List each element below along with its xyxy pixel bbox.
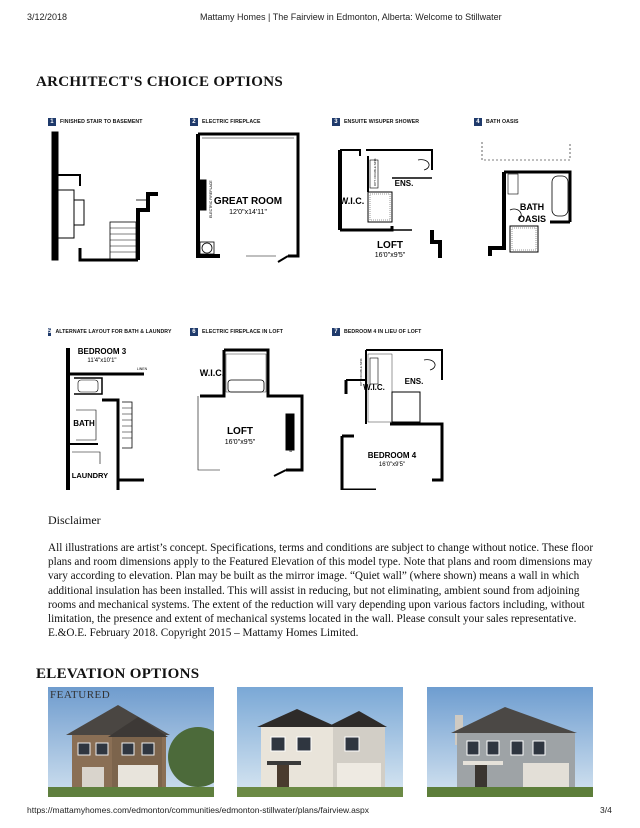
page-header-title: Mattamy Homes | The Fairview in Edmonton, Alberta: Welcome to Stillwater xyxy=(200,12,502,22)
room-label: BEDROOM 4 xyxy=(367,451,417,460)
room-label: W.I.C. xyxy=(339,196,365,206)
fixture-label: LINEN xyxy=(136,367,148,371)
room-dimension: 16'0"x9'5" xyxy=(378,462,406,468)
print-date: 3/12/2018 xyxy=(27,12,68,22)
room-label: GREAT ROOM xyxy=(213,196,283,207)
floor-plan-drawing xyxy=(48,340,168,490)
option-number-badge: 3 xyxy=(332,118,340,126)
plan-caption: 1 FINISHED STAIR TO BASEMENT xyxy=(48,118,168,126)
plan-caption: 2 ELECTRIC FIREPLACE xyxy=(190,118,310,126)
plan-option-4 xyxy=(474,118,594,264)
room-label: LOFT xyxy=(226,426,254,437)
elevation-image-featured[interactable] xyxy=(48,687,214,797)
elevation-image-3[interactable] xyxy=(427,687,593,797)
room-label: LOFT xyxy=(376,240,404,251)
floor-plan-drawing xyxy=(48,130,168,264)
fixture-label: OPT. DOUBLE SINK xyxy=(373,158,377,186)
floor-plan-drawing xyxy=(474,130,594,264)
room-label: OASIS xyxy=(517,214,547,224)
plan-option-1 xyxy=(48,118,168,264)
plan-option-2 xyxy=(190,118,310,264)
plan-caption: 5 ALTERNATE LAYOUT FOR BATH & LAUNDRY xyxy=(48,329,172,335)
room-dimension: 16'0"x9'5" xyxy=(374,252,406,259)
elevation-image-2[interactable] xyxy=(237,687,403,797)
architect-options-title: ARCHITECT'S CHOICE OPTIONS xyxy=(36,74,284,90)
floor-plan-drawing xyxy=(332,340,452,490)
page-number: 3/4 xyxy=(600,805,612,815)
plan-option-5 xyxy=(48,328,172,490)
option-number-badge: 5 xyxy=(48,329,52,335)
room-label: LAUNDRY xyxy=(71,471,109,480)
plan-caption: 6 ELECTRIC FIREPLACE IN LOFT xyxy=(190,328,310,336)
option-number-badge: 6 xyxy=(190,328,198,336)
plan-caption: 7 BEDROOM 4 IN LIEU OF LOFT xyxy=(332,328,452,336)
room-label: W.I.C. xyxy=(363,383,385,392)
disclaimer-text: All illustrations are artist’s concept. Specifications, terms and conditions are subject to change without notice. These floor plans and room dimensions apply to the Featured Elevation of this model type. Note that plans and room dimensions may vary according to elevation. Plan may be built as the mirror image. “Quiet wall” (where shown) means a wall in which additional insulation has been installed. This will assist in reducing, but not eliminating, ambient sound from adjoining rooms and mechanical systems. The extent of the reduction will vary depending upon various factors including, without limitation, the presence and extent of mechanical systems located in the wall. Please consult your sales representative. E.&O.E. February 2018. Copyright 2015 – Mattamy Homes Limited. xyxy=(48,542,594,640)
floor-plan-drawing xyxy=(332,130,452,264)
room-dimension: 16'0"x9'5" xyxy=(224,439,256,446)
fixture-label: ELECTRIC FIREPLACE xyxy=(289,414,293,452)
plan-option-7 xyxy=(332,328,452,490)
option-number-badge: 2 xyxy=(190,118,198,126)
elevation-options-title: ELEVATION OPTIONS xyxy=(36,666,200,682)
featured-tag: FEATURED xyxy=(50,689,111,701)
room-dimension: 12'0"x14'11" xyxy=(229,209,267,216)
fixture-label: ELECTRIC FIREPLACE xyxy=(209,180,213,218)
page-url: https://mattamyhomes.com/edmonton/communities/edmonton-stillwater/plans/fairview.aspx xyxy=(27,805,370,815)
disclaimer-title: Disclaimer xyxy=(48,513,101,527)
option-number-badge: 7 xyxy=(332,328,340,336)
floor-plan-drawing xyxy=(190,340,310,490)
room-label: ENS. xyxy=(394,179,414,188)
fixture-label: OPT. DOUBLE SINK xyxy=(359,358,363,386)
floor-plan-drawing xyxy=(190,130,310,264)
room-label: BEDROOM 3 xyxy=(77,347,127,356)
room-label: BATH xyxy=(73,419,95,428)
option-number-badge: 4 xyxy=(474,118,482,126)
room-label: BATH xyxy=(519,202,545,212)
plan-option-6 xyxy=(190,328,310,490)
room-label: ENS. xyxy=(404,377,424,386)
room-dimension: 11'4"x10'1" xyxy=(87,358,117,364)
option-number-badge: 1 xyxy=(48,118,56,126)
room-label: W.I.C. xyxy=(199,368,225,378)
plan-option-3 xyxy=(332,118,452,264)
plan-caption: 4 BATH OASIS xyxy=(474,118,594,126)
plan-caption: 3 ENSUITE W/SUPER SHOWER xyxy=(332,118,452,126)
